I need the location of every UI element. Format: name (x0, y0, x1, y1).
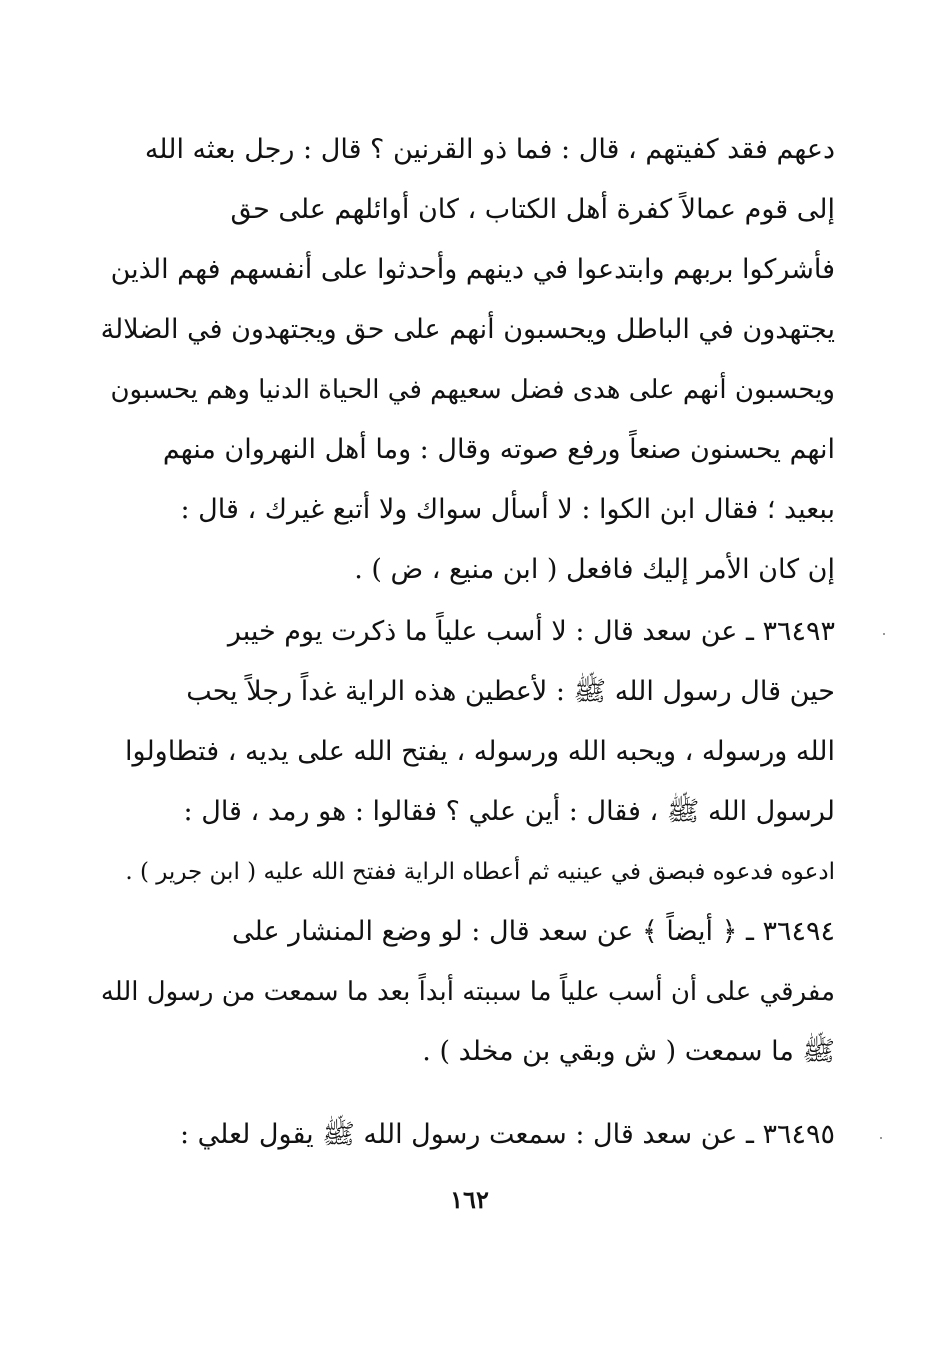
text-line: إلى قوم عمالاً كفرة أهل الكتاب ، كان أوائلهم على حق (230, 194, 835, 225)
text-line: ٣٦٤٩٣ ـ عن سعد قال : لا أسب علياً ما ذكرت يوم خيبر (227, 616, 835, 647)
text-line: ٣٦٤٩٥ ـ عن سعد قال : سمعت رسول الله ﷺ يقول لعلي : (179, 1119, 835, 1150)
text-line: ﷺ ما سمعت ( ش وبقي بن مخلد ) . (422, 1036, 835, 1067)
text-line: انهم يحسنون صنعاً ورفع صوته وقال : وما أهل النهروان منهم (162, 434, 835, 465)
scan-speck (883, 633, 885, 635)
hadith-36495 (100, 1105, 835, 1165)
text-line: فأشركوا بربهم وابتدعوا في دينهم وأحدثوا على أنفسهم فهم الذين (110, 254, 835, 285)
hadith-36493 (100, 602, 835, 902)
text-line: حين قال رسول الله ﷺ : لأعطين هذه الراية غداً رجلاً يحب (186, 676, 835, 707)
text-line: ببعيد ؛ فقال ابن الكوا : لا أسأل سواك ولا أتبع غيرك ، قال : (180, 494, 835, 525)
page-number: ١٦٢ (450, 1185, 489, 1214)
text-line: ويحسبون أنهم على هدى فضل سعيهم في الحياة الدنيا وهم يحسبون (110, 375, 835, 405)
text-line: ٣٦٤٩٤ ـ ﴿ أيضاً ﴾ عن سعد قال : لو وضع المنشار على (232, 916, 835, 947)
paragraph-dhul-qarnayn (100, 120, 835, 600)
scan-speck (880, 1137, 882, 1139)
text-line: الله ورسوله ، ويحبه الله ورسوله ، يفتح الله على يديه ، فتطاولوا (125, 736, 835, 767)
text-line: ادعوه فدعوه فبصق في عينيه ثم أعطاه الراية ففتح الله عليه ( ابن جرير ) . (125, 859, 835, 885)
text-line: يجتهدون في الباطل ويحسبون أنهم على حق ويجتهدون في الضلالة (100, 314, 835, 345)
text-line: مفرقي على أن أسب علياً ما سببته أبداً بعد ما سمعت من رسول الله (100, 977, 835, 1007)
text-line: إن كان الأمر إليك فافعل ( ابن منيع ، ض ) . (354, 554, 835, 585)
text-line: لرسول الله ﷺ ، فقال : أين علي ؟ فقالوا : هو رمد ، قال : (183, 796, 835, 827)
hadith-36494 (100, 902, 835, 1082)
text-line: دعهم فقد كفيتهم ، قال : فما ذو القرنين ؟ قال : رجل بعثه الله (144, 134, 835, 165)
